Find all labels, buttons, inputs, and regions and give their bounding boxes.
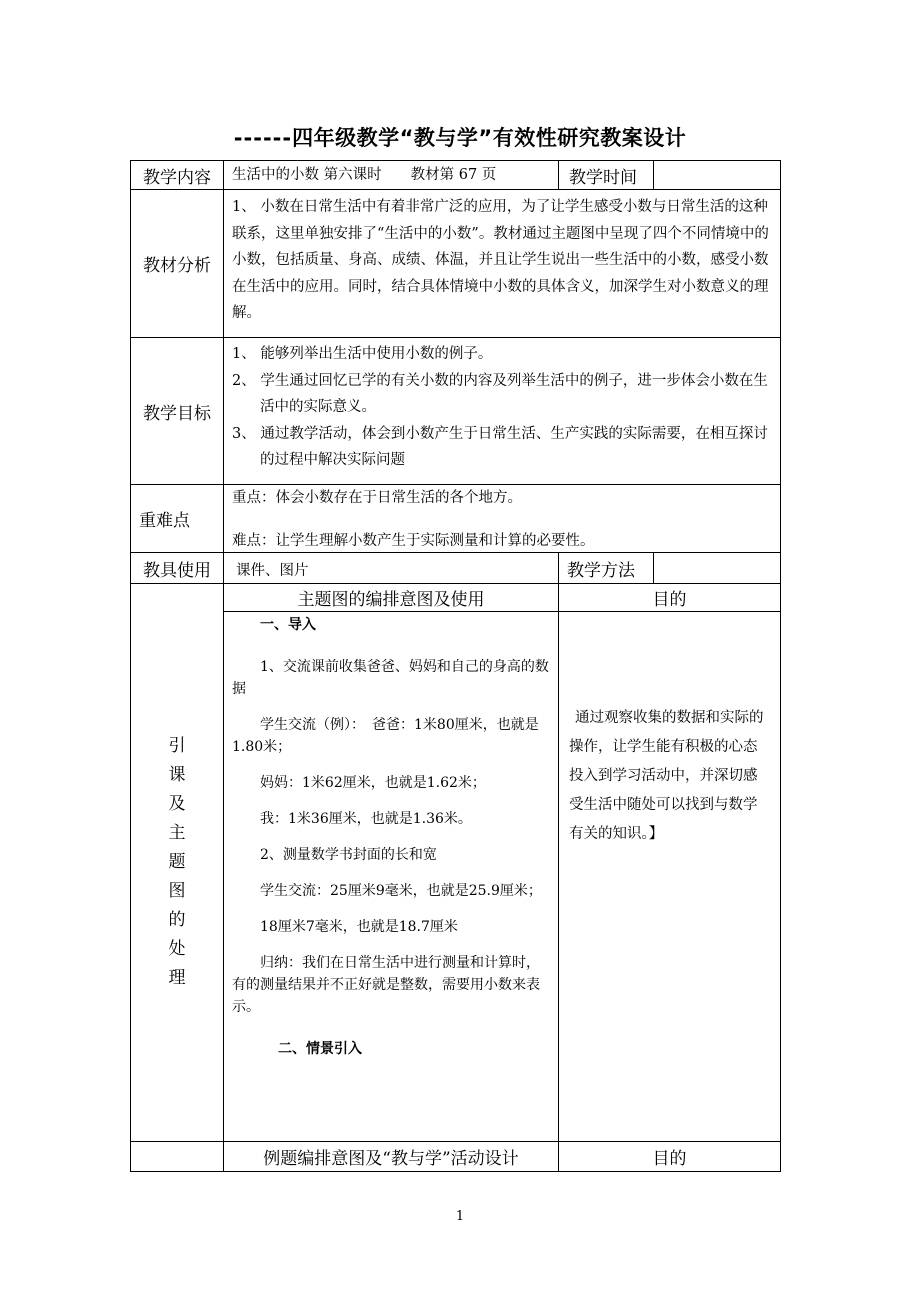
example-side-cell bbox=[130, 1141, 223, 1172]
label-goals bbox=[130, 337, 223, 484]
label-key bbox=[130, 484, 223, 552]
theme-col1-header-text: 主题图的编排意图及使用 bbox=[297, 590, 485, 610]
label-tools bbox=[130, 552, 223, 583]
theme-purpose bbox=[558, 611, 781, 1141]
tools-value bbox=[223, 552, 558, 583]
side-char: 图 bbox=[168, 881, 186, 901]
goal-item: 3、 通过教学活动，体会到小数产生于日常生活、生产实践的实际需要，在相互探讨的过程中解决实际问题 bbox=[232, 425, 768, 468]
section-scene-heading: 二、情景引入 bbox=[278, 1041, 362, 1057]
content-value-text: 生活中的小数 第六课时 教材第 67 页 bbox=[232, 167, 497, 183]
key-points bbox=[223, 484, 781, 552]
analysis-paragraph: 1、 小数在日常生活中有着非常广泛的应用，为了让学生感受小数与日常生活的这种联系，这里单独安排了“生活中的小数”。教材通过主题图中呈现了四个不同情境中的小数，包括质量、身高、成绩、体温，并且让学生说出一些生活中的小数，感受小数在生活中的应用。同时，结合具体情境中小数的具体含义，加深学生对小数意义的理解。 bbox=[232, 199, 769, 321]
label-method bbox=[558, 552, 653, 583]
example-col2-header bbox=[558, 1141, 781, 1172]
lesson-paragraph: 学生交流：25厘米9毫米，也就是25.9厘米； bbox=[260, 883, 542, 899]
goal-item: 1、 能够列举出生活中使用小数的例子。 bbox=[232, 346, 493, 362]
label-key-text: 重难点 bbox=[139, 511, 190, 531]
key-focus: 重点：体会小数存在于日常生活的各个地方。 bbox=[232, 490, 522, 506]
example-col2-header-text: 目的 bbox=[652, 1149, 687, 1169]
tools-value-text: 课件、图片 bbox=[236, 563, 309, 579]
goals-list bbox=[223, 337, 781, 484]
label-content-text: 教学内容 bbox=[143, 167, 211, 188]
example-col1-header bbox=[223, 1141, 558, 1172]
side-char: 题 bbox=[168, 852, 186, 872]
side-char: 主 bbox=[168, 823, 186, 843]
theme-col1-header bbox=[223, 583, 558, 611]
analysis-text bbox=[223, 189, 781, 337]
theme-side-label bbox=[130, 583, 223, 1141]
lesson-paragraph: 归纳：我们在日常生活中进行测量和计算时，有的测量结果并不正好就是整数，需要用小数来表示。 bbox=[232, 955, 540, 1015]
goal-item: 2、 学生通过回忆已学的有关小数的内容及列举生活中的例子，进一步体会小数在生活中的实际意义。 bbox=[232, 372, 768, 415]
content-value bbox=[223, 160, 558, 189]
label-time-text: 教学时间 bbox=[569, 167, 637, 188]
theme-col2-header bbox=[558, 583, 781, 611]
key-difficulty: 难点：让学生理解小数产生于实际测量和计算的必要性。 bbox=[232, 533, 595, 549]
label-method-text: 教学方法 bbox=[567, 560, 635, 581]
lesson-paragraph: 1、交流课前收集爸爸、妈妈和自己的身高的数据 bbox=[232, 659, 549, 697]
page-number: 1 bbox=[455, 1209, 465, 1224]
lesson-paragraph: 妈妈：1米62厘米，也就是1.62米； bbox=[260, 775, 486, 791]
side-char: 课 bbox=[168, 765, 186, 785]
lesson-paragraph: 18厘米7毫米，也就是18.7厘米 bbox=[260, 919, 458, 935]
lesson-paragraph: 学生交流（例）： 爸爸：1米80厘米，也就是1.80米； bbox=[232, 717, 539, 755]
label-analysis bbox=[130, 189, 223, 337]
side-char: 的 bbox=[168, 910, 186, 930]
side-char: 及 bbox=[168, 794, 186, 814]
lesson-paragraph: 我：1米36厘米，也就是1.36米。 bbox=[260, 811, 472, 827]
page-title bbox=[0, 122, 920, 152]
label-goals-text: 教学目标 bbox=[143, 403, 211, 424]
side-char: 理 bbox=[168, 968, 186, 988]
side-char: 引 bbox=[168, 736, 186, 756]
time-value bbox=[653, 160, 781, 189]
side-char: 处 bbox=[168, 939, 186, 959]
purpose-text: 通过观察收集的数据和实际的操作，让学生能有积极的心态投入到学习活动中，并深切感受生活中随处可以找到与数学有关的知识。】 bbox=[569, 710, 764, 842]
title-text: 四年级教学“教与学”有效性研究教案设计 bbox=[292, 126, 687, 150]
label-time bbox=[558, 160, 653, 189]
label-analysis-text: 教材分析 bbox=[143, 256, 211, 276]
title-dashes: ------ bbox=[233, 126, 293, 150]
section-intro-heading: 一、导入 bbox=[260, 617, 316, 633]
theme-lesson-body bbox=[223, 611, 558, 1141]
lesson-paragraph: 2、测量数学书封面的长和宽 bbox=[260, 847, 437, 863]
label-content bbox=[130, 160, 223, 189]
theme-col2-header-text: 目的 bbox=[652, 590, 687, 610]
label-tools-text: 教具使用 bbox=[143, 560, 211, 581]
method-value bbox=[653, 552, 781, 583]
example-col1-header-text: 例题编排意图及“教与学”活动设计 bbox=[263, 1149, 519, 1169]
